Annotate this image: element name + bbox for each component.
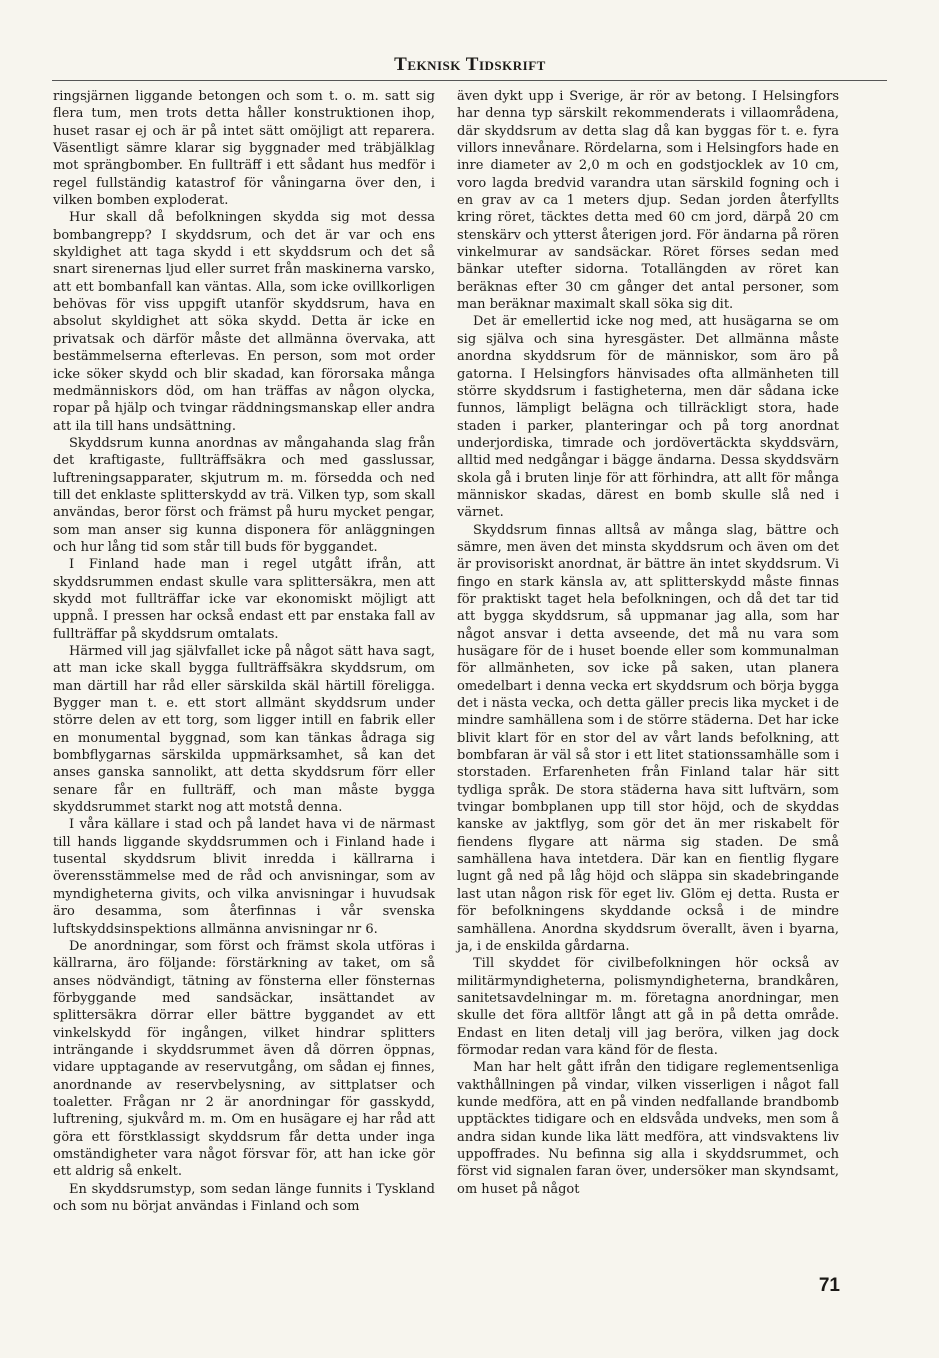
- paragraph: Skyddsrum kunna anordnas av mångahanda slag från det kraftigaste, fullträffsäkra och med gasslussar, luftreningsapparater, skjutrum m. m. försedda och ned till det enklaste splitterskydd av trä. Vilken typ, som skall användas, beror först och främst på huru mycket pengar, som man anser sig kunna disponera för anläggningen och hur lång tid som står till buds för byggandet.: [53, 435, 435, 555]
- paragraph: Hur skall då befolkningen skydda sig mot dessa bombangrepp? I skyddsrum, och det är var och ens skyldighet att taga skydd i ett skyddsrum och det så snart sirenernas ljud eller surret från maskinerna varsko, att ett bombanfall kan väntas. Alla, som icke ovillkorligen behövas för viss uppgift utanför skyddsrum, hava en absolut skyldighet att söka skydd. Detta är icke en privatsak och därför måste det allmänna övervaka, att bestämmelserna efterlevas. En person, som mot order icke söker skydd och blir skadad, kan förorsaka många medmänniskors död, om han träffas av någon olycka, ropar på hjälp och tvingar räddningsmanskap eller andra att ila till hans undsättning.: [53, 210, 435, 434]
- paragraph: I våra källare i stad och på landet hava vi de närmast till hands liggande skyddsrummen och i Finland hade i tusental skyddsrum blivit inredda i källrarna i överensstämmelse med de råd och anvisningar, som av myndigheterna givits, och vilka anvisningar i huvudsak äro desamma, som återfinnas i vår svenska luftskyddsinspektions allmänna anvisningar nr 6.: [53, 817, 435, 937]
- paragraph: I Finland hade man i regel utgått ifrån, att skyddsrummen endast skulle vara splittersäkra, men att skydd mot fullträffar icke var ekonomiskt möjligt att uppnå. I pressen har också endast ett par enstaka fall av fullträffar på skyddsrum omtalats.: [53, 557, 435, 642]
- journal-title: Teknisk Tidskrift: [394, 54, 546, 75]
- header-rule: [52, 80, 887, 81]
- paragraph: De anordningar, som först och främst skola utföras i källrarna, äro följande: förstärkning av taket, om så anses nödvändigt, tätning av fönsterna eller fönsternas förbyggande med sandsäckar, insättandet av splittersäkra dörrar eller bättre byggandet av ett vinkelskydd för ingången, vilket hindrar splitters inträngande i skyddsrummet även då dörren öppnas, vidare upptagande av reservutgång, om sådan ej finnes, anordnande av reservbelysning, av sittplatser och toaletter. Frågan nr 2 är anordningar för gasskydd, luftrening, sjukvård m. m. Om en husägare ej har råd att göra ett förstklassigt skyddsrum får detta under inga omständigheter vara något försvar för, att han icke gör ett aldrig så enkelt.: [53, 938, 435, 1180]
- paragraph: Det är emellertid icke nog med, att husägarna se om sig själva och sina hyresgäster. Det allmänna måste anordna skyddsrum för de människor, som äro på gatorna. I Helsingfors hänvisades ofta allmänheten till större skyddsrum i fastigheterna, men där sådana icke funnos, lämpligt belägna och tillräckligt stora, hade staden i parker, planteringar och på torg anordnat underjordiska, timrade och jordövertäckta skyddsvärn, alltid med nedgångar i bägge ändarna. Dessa skyddsvärn skola gå i bruten linje för att förhindra, att allt för många människor skadas, därest en bomb skulle slå ned i värnet.: [457, 314, 839, 521]
- text-column-right: [457, 88, 839, 1198]
- page-number: 71: [818, 1275, 840, 1296]
- paragraph: ringsjärnen liggande betongen och som t. o. m. satt sig flera tum, men trots detta håller konstruktionen ihop, huset rasar ej och är på intet sätt omöjligt att reparera. Väsentligt sämre klarar sig byggnader med träbjälklag mot sprängbomber. En fullträff i ett sådant hus medför i regel fullständig katastrof för våningarna över den, i vilken bomben exploderat.: [53, 89, 435, 209]
- text-column-left: [53, 88, 435, 1215]
- paragraph: Härmed vill jag självfallet icke på något sätt hava sagt, att man icke skall bygga fullträffsäkra skyddsrum, om man därtill har råd eller särskilda skäl härtill föreligga. Bygger man t. e. ett stort allmänt skyddsrum under större delen av ett torg, som ligger intill en fabrik eller en monumental byggnad, som kan tänkas ådraga sig bombflygarnas särskilda uppmärksamhet, så kan det anses ganska sannolikt, att detta skyddsrum förr eller senare får en fullträff, och man måste bygga skyddsrummet starkt nog att motstå denna.: [53, 644, 435, 816]
- paragraph: Man har helt gått ifrån den tidigare reglementsenliga vakthållningen på vindar, vilken visserligen i något fall kunde medföra, att en på vinden nedfallande brandbomb upptäcktes tidigare och en eldsvåda undveks, men som å andra sidan kunde lika lätt medföra, att vindsvaktens liv uppoffrades. Nu befinna sig alla i skyddsrummet, och först vid signalen faran över, undersöker man skyndsamt, om huset på något: [457, 1060, 839, 1197]
- paragraph: Skyddsrum finnas alltså av många slag, bättre och sämre, men även det minsta skyddsrum och även om det är provisoriskt anordnat, är bättre än intet skyddsrum. Vi fingo en stark känsla av, att splitterskydd måste finnas för praktiskt taget hela befolkningen, och då det tar tid att bygga skyddsrum, så uppmanar jag alla, som har något ansvar i detta avseende, det må nu vara som husägare för de i huset boende eller som kommunalman för allmänheten, sov icke på saken, utan planera omedelbart i denna vecka ert skyddsrum och börja bygga det i nästa vecka, och detta gäller precis lika mycket i de mindre samhällena som i de större städerna. Det har icke blivit klart för en stor del av vårt lands befolkning, att bombfaran är väl så stor i ett litet stationssamhälle som i storstaden. Erfarenheten från Finland talar här sitt tydliga språk. De stora städerna hava sitt luftvärn, som tvingar bombplanen upp till stor höjd, och de skyddas kanske av jaktflyg, som gör det än mer riskabelt för fiendens flygare att närma sig staden. De små samhällena hava intetdera. Där kan en fientlig flygare lugnt gå ned på låg höjd och släppa sin skadebringande last utan någon risk för eget liv. Glöm ej detta. Rusta er för befolkningens skyddande också i de mindre samhällena. Anordna skyddsrum överallt, även i byarna, ja, i de enskilda gårdarna.: [457, 522, 839, 954]
- paragraph: Till skyddet för civilbefolkningen hör också av militärmyndigheterna, polismyndigheterna, brandkåren, sanitetsavdelningar m. m. företagna anordningar, men skulle det föra alltför långt att gå in på detta område. Endast en liten detalj vill jag beröra, vilken jag dock förmodar redan vara känd för de flesta.: [457, 956, 839, 1058]
- paragraph: En skyddsrumstyp, som sedan länge funnits i Tyskland och som nu börjat användas i Finland och som: [53, 1181, 435, 1214]
- paragraph: även dykt upp i Sverige, är rör av betong. I Helsingfors har denna typ särskilt rekommenderats i villaområdena, där skyddsrum av detta slag då kan byggas för t. e. fyra villors innevånare. Rördelarna, som i Helsingfors hade en inre diameter av 2,0 m och en godstjocklek av 10 cm, voro lagda bredvid varandra utan särskild fogning och i en grav av ca 1 meters djup. Sedan jorden återfyllts kring röret, täcktes detta med 60 cm jord, därpå 20 cm stenskärv och ytterst återigen jord. För ändarna på rören vinkelmurar av sandsäckar. Röret förses sedan med bänkar utefter sidorna. Totallängden av röret kan beräknas efter 30 cm gånger det antal personer, som man beräknar maximalt skall söka sig dit.: [457, 89, 839, 313]
